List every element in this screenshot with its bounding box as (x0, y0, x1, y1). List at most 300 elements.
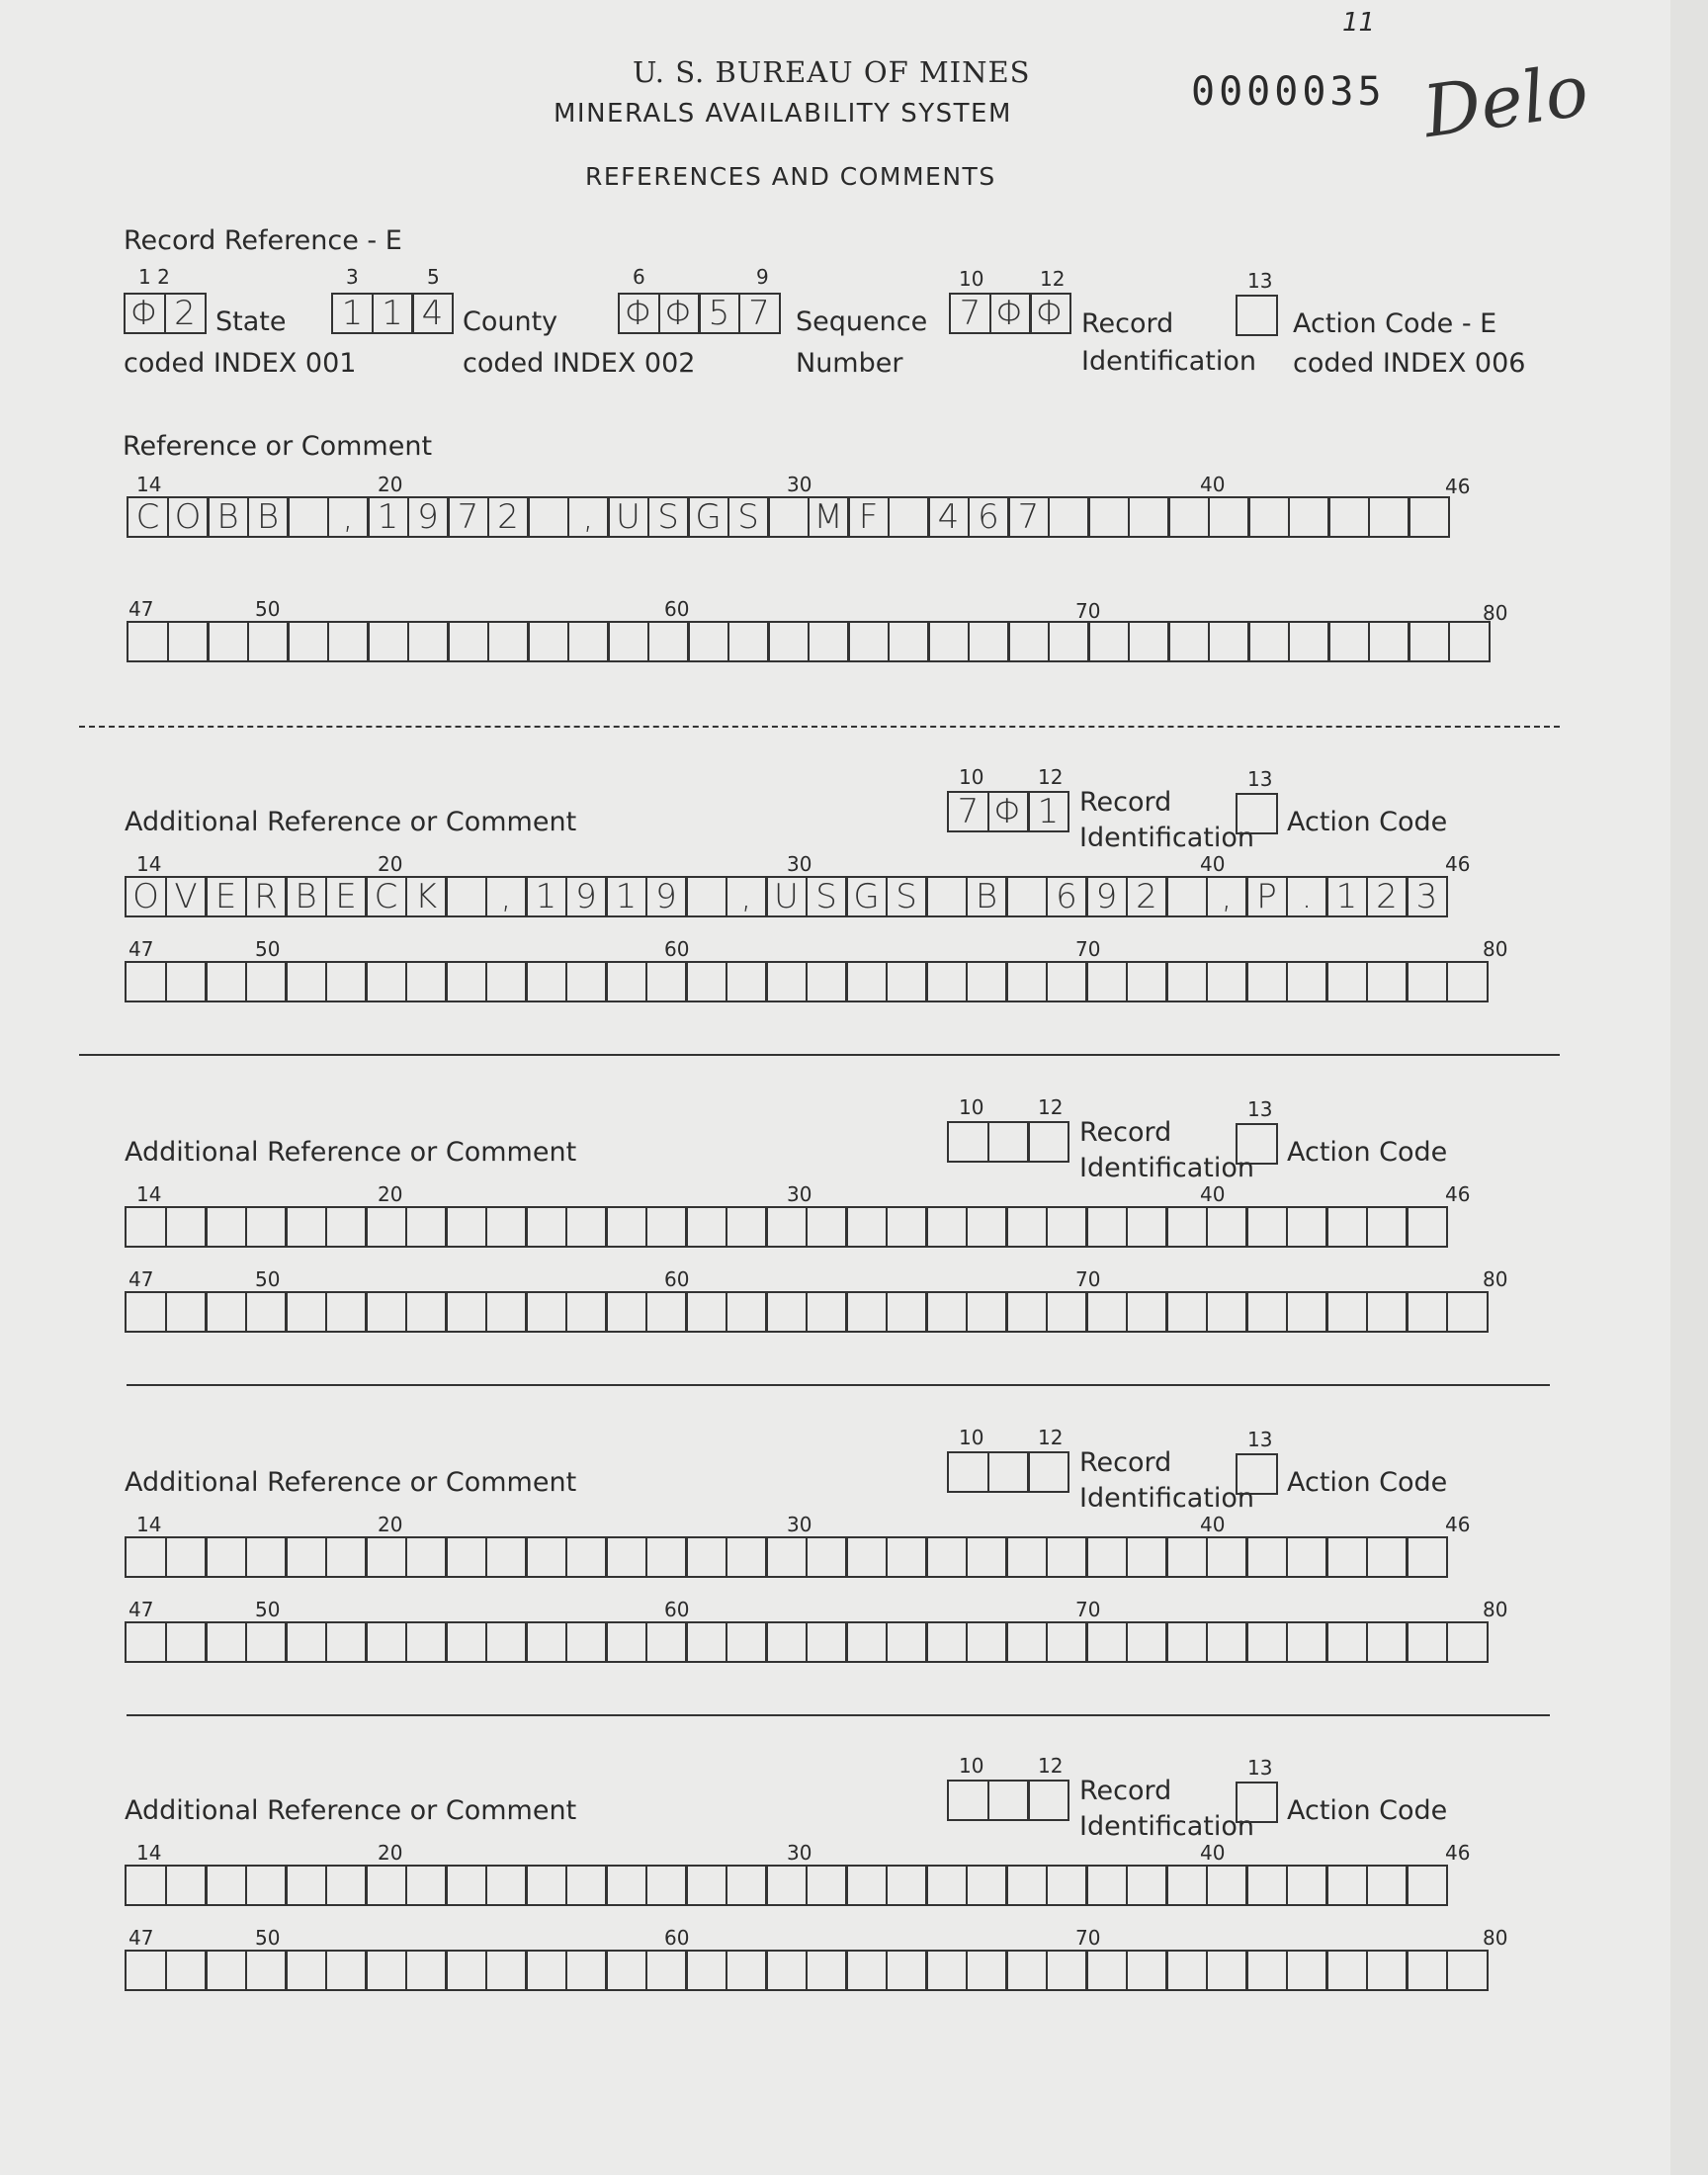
char-box[interactable] (685, 1950, 727, 1991)
char-box[interactable]: V (165, 876, 208, 917)
char-box[interactable]: Φ (658, 293, 701, 334)
char-box[interactable]: K (405, 876, 448, 917)
char-box[interactable]: 4 (411, 293, 454, 334)
char-box[interactable] (1005, 1621, 1048, 1663)
comment-line-2[interactable] (125, 961, 1489, 1002)
char-box[interactable] (1286, 1291, 1328, 1333)
char-box[interactable] (205, 1536, 247, 1578)
char-box[interactable] (1208, 621, 1250, 662)
char-box[interactable] (1126, 1621, 1168, 1663)
char-box[interactable] (1126, 1865, 1168, 1906)
char-box[interactable] (245, 1621, 288, 1663)
char-box[interactable]: Φ (124, 293, 166, 334)
action-code-box[interactable] (1236, 1123, 1278, 1165)
char-box[interactable] (365, 1621, 407, 1663)
char-box[interactable] (767, 496, 810, 538)
char-box[interactable] (966, 1291, 1008, 1333)
char-box[interactable] (1366, 1291, 1409, 1333)
char-box[interactable] (1288, 496, 1330, 538)
comment-line-1[interactable] (125, 1865, 1448, 1906)
char-box[interactable] (405, 1536, 448, 1578)
char-box[interactable] (806, 1950, 848, 1991)
char-box[interactable] (1085, 1291, 1128, 1333)
char-box[interactable] (886, 1950, 928, 1991)
char-box[interactable] (245, 1536, 288, 1578)
char-box[interactable] (987, 1451, 1030, 1493)
char-box[interactable] (445, 961, 487, 1002)
char-box[interactable] (1245, 1536, 1288, 1578)
char-box[interactable]: R (245, 876, 288, 917)
comment-line-1[interactable] (125, 1206, 1448, 1248)
char-box[interactable]: 1 (331, 293, 374, 334)
char-box[interactable] (1046, 1291, 1088, 1333)
reference-line-1[interactable] (127, 496, 1450, 538)
char-box[interactable] (1085, 1950, 1128, 1991)
char-box[interactable] (1126, 1206, 1168, 1248)
char-box[interactable] (125, 1621, 167, 1663)
char-box[interactable] (445, 1206, 487, 1248)
char-box[interactable] (1236, 793, 1278, 834)
char-box[interactable]: , (567, 496, 610, 538)
char-box[interactable] (287, 496, 329, 538)
char-box[interactable] (445, 1291, 487, 1333)
char-box[interactable] (445, 1865, 487, 1906)
char-box[interactable]: B (966, 876, 1008, 917)
char-box[interactable]: , (726, 876, 768, 917)
char-box[interactable] (806, 961, 848, 1002)
char-box[interactable]: , (1206, 876, 1248, 917)
char-box[interactable] (285, 961, 327, 1002)
char-box[interactable] (987, 1780, 1030, 1821)
char-box[interactable]: C (365, 876, 407, 917)
char-box[interactable] (1167, 496, 1210, 538)
char-box[interactable] (1286, 961, 1328, 1002)
char-box[interactable] (726, 1291, 768, 1333)
char-box[interactable] (645, 1536, 688, 1578)
char-box[interactable] (165, 1291, 208, 1333)
char-box[interactable]: 2 (164, 293, 207, 334)
char-box[interactable] (925, 1206, 968, 1248)
char-box[interactable] (685, 1536, 727, 1578)
char-box[interactable] (1206, 961, 1248, 1002)
char-box[interactable]: G (687, 496, 729, 538)
char-box[interactable] (947, 1451, 989, 1493)
char-box[interactable] (565, 961, 608, 1002)
char-box[interactable]: S (647, 496, 690, 538)
char-box[interactable] (125, 1291, 167, 1333)
char-box[interactable] (767, 621, 810, 662)
char-box[interactable] (527, 496, 569, 538)
char-box[interactable]: B (207, 496, 249, 538)
char-box[interactable] (205, 1621, 247, 1663)
comment-line-2[interactable] (125, 1291, 1489, 1333)
char-box[interactable] (845, 1206, 888, 1248)
char-box[interactable] (1325, 1291, 1368, 1333)
char-box[interactable] (285, 1950, 327, 1991)
char-box[interactable] (845, 1950, 888, 1991)
char-box[interactable] (605, 1206, 647, 1248)
char-box[interactable]: Φ (1029, 293, 1071, 334)
char-box[interactable] (1406, 1621, 1448, 1663)
char-box[interactable]: S (806, 876, 848, 917)
char-box[interactable] (447, 621, 489, 662)
char-box[interactable] (966, 1206, 1008, 1248)
char-box[interactable]: . (1286, 876, 1328, 917)
char-box[interactable] (685, 1291, 727, 1333)
char-box[interactable] (1406, 961, 1448, 1002)
char-box[interactable] (1085, 1536, 1128, 1578)
char-box[interactable] (1208, 496, 1250, 538)
char-box[interactable] (1206, 1865, 1248, 1906)
char-box[interactable] (605, 1621, 647, 1663)
char-box[interactable] (525, 961, 567, 1002)
char-box[interactable] (325, 1950, 368, 1991)
char-box[interactable]: 1 (1027, 791, 1069, 832)
char-box[interactable] (125, 1950, 167, 1991)
char-box[interactable] (285, 1291, 327, 1333)
char-box[interactable] (245, 961, 288, 1002)
char-box[interactable] (925, 1621, 968, 1663)
char-box[interactable] (1005, 1206, 1048, 1248)
char-box[interactable] (1165, 1536, 1208, 1578)
char-box[interactable] (485, 1950, 528, 1991)
char-box[interactable] (1005, 961, 1048, 1002)
char-box[interactable]: B (285, 876, 327, 917)
char-box[interactable] (125, 1536, 167, 1578)
comment-line-1[interactable] (125, 1536, 1448, 1578)
char-box[interactable] (645, 1865, 688, 1906)
action-code-box[interactable] (1236, 793, 1278, 834)
char-box[interactable] (165, 1950, 208, 1991)
char-box[interactable] (125, 1865, 167, 1906)
char-box[interactable] (1236, 1453, 1278, 1495)
char-box[interactable] (947, 1780, 989, 1821)
char-box[interactable] (1165, 1291, 1208, 1333)
char-box[interactable] (1245, 1950, 1288, 1991)
char-box[interactable] (527, 621, 569, 662)
char-box[interactable] (405, 1621, 448, 1663)
char-box[interactable] (1406, 1291, 1448, 1333)
char-box[interactable]: 2 (487, 496, 530, 538)
char-box[interactable] (1005, 1865, 1048, 1906)
char-box[interactable] (1247, 496, 1290, 538)
char-box[interactable] (165, 1206, 208, 1248)
char-box[interactable] (1446, 1621, 1489, 1663)
char-box[interactable] (1366, 1621, 1409, 1663)
char-box[interactable] (405, 1950, 448, 1991)
char-box[interactable] (485, 961, 528, 1002)
char-box[interactable] (245, 1291, 288, 1333)
char-box[interactable] (1286, 1206, 1328, 1248)
char-box[interactable] (727, 621, 770, 662)
char-box[interactable] (205, 961, 247, 1002)
char-box[interactable] (685, 1621, 727, 1663)
char-box[interactable] (565, 1291, 608, 1333)
char-box[interactable] (1046, 1950, 1088, 1991)
char-box[interactable] (645, 1291, 688, 1333)
char-box[interactable] (605, 1536, 647, 1578)
char-box[interactable] (806, 1621, 848, 1663)
char-box[interactable] (1327, 621, 1370, 662)
char-box[interactable] (325, 961, 368, 1002)
char-box[interactable] (245, 1865, 288, 1906)
char-box[interactable] (925, 1950, 968, 1991)
char-box[interactable] (165, 1536, 208, 1578)
county-code-boxes[interactable] (331, 293, 454, 334)
char-box[interactable]: 1 (1325, 876, 1368, 917)
char-box[interactable] (966, 1621, 1008, 1663)
char-box[interactable] (1126, 1291, 1168, 1333)
char-box[interactable]: C (127, 496, 169, 538)
char-box[interactable] (1046, 1536, 1088, 1578)
char-box[interactable] (1027, 1121, 1069, 1163)
char-box[interactable] (525, 1291, 567, 1333)
char-box[interactable] (1085, 1206, 1128, 1248)
char-box[interactable] (1245, 1206, 1288, 1248)
char-box[interactable] (525, 1206, 567, 1248)
char-box[interactable]: F (847, 496, 890, 538)
char-box[interactable]: P (1245, 876, 1288, 917)
char-box[interactable] (886, 1206, 928, 1248)
char-box[interactable]: Φ (989, 293, 1032, 334)
char-box[interactable] (886, 1621, 928, 1663)
char-box[interactable] (925, 1865, 968, 1906)
char-box[interactable]: 1 (367, 496, 409, 538)
char-box[interactable] (207, 621, 249, 662)
char-box[interactable] (1048, 621, 1090, 662)
char-box[interactable] (966, 1865, 1008, 1906)
char-box[interactable]: 9 (645, 876, 688, 917)
char-box[interactable]: 4 (927, 496, 970, 538)
char-box[interactable] (925, 961, 968, 1002)
char-box[interactable] (1206, 1291, 1248, 1333)
reference-line-2[interactable] (127, 621, 1491, 662)
char-box[interactable] (845, 1536, 888, 1578)
char-box[interactable] (888, 496, 930, 538)
char-box[interactable] (325, 1865, 368, 1906)
char-box[interactable]: U (607, 496, 649, 538)
char-box[interactable] (806, 1291, 848, 1333)
char-box[interactable] (525, 1865, 567, 1906)
char-box[interactable] (687, 621, 729, 662)
char-box[interactable] (565, 1865, 608, 1906)
char-box[interactable] (1247, 621, 1290, 662)
char-box[interactable] (405, 1291, 448, 1333)
char-box[interactable] (806, 1536, 848, 1578)
char-box[interactable] (1206, 1621, 1248, 1663)
char-box[interactable] (765, 1536, 808, 1578)
char-box[interactable] (1087, 496, 1130, 538)
char-box[interactable] (1126, 961, 1168, 1002)
char-box[interactable] (1085, 1865, 1128, 1906)
char-box[interactable] (1236, 1782, 1278, 1823)
char-box[interactable] (685, 1206, 727, 1248)
char-box[interactable] (1408, 496, 1450, 538)
char-box[interactable] (1446, 1291, 1489, 1333)
char-box[interactable] (445, 1621, 487, 1663)
char-box[interactable] (888, 621, 930, 662)
char-box[interactable] (1005, 876, 1048, 917)
char-box[interactable] (1027, 1780, 1069, 1821)
char-box[interactable] (886, 1865, 928, 1906)
char-box[interactable] (1206, 1536, 1248, 1578)
char-box[interactable] (845, 1291, 888, 1333)
char-box[interactable] (1448, 621, 1491, 662)
char-box[interactable] (567, 621, 610, 662)
char-box[interactable] (1126, 1950, 1168, 1991)
char-box[interactable] (1446, 1950, 1489, 1991)
char-box[interactable] (285, 1206, 327, 1248)
char-box[interactable] (365, 961, 407, 1002)
char-box[interactable] (765, 1621, 808, 1663)
char-box[interactable] (485, 1536, 528, 1578)
char-box[interactable] (287, 621, 329, 662)
char-box[interactable] (285, 1536, 327, 1578)
char-box[interactable] (645, 961, 688, 1002)
char-box[interactable] (1325, 1950, 1368, 1991)
char-box[interactable] (1325, 1206, 1368, 1248)
char-box[interactable] (925, 1536, 968, 1578)
char-box[interactable] (525, 1536, 567, 1578)
char-box[interactable] (1167, 621, 1210, 662)
char-box[interactable]: O (167, 496, 210, 538)
char-box[interactable] (125, 1206, 167, 1248)
char-box[interactable] (165, 1621, 208, 1663)
char-box[interactable]: E (325, 876, 368, 917)
char-box[interactable] (925, 876, 968, 917)
char-box[interactable] (726, 1206, 768, 1248)
char-box[interactable] (1325, 1865, 1368, 1906)
char-box[interactable] (1005, 1536, 1048, 1578)
char-box[interactable]: M (808, 496, 850, 538)
char-box[interactable] (167, 621, 210, 662)
char-box[interactable]: 9 (1085, 876, 1128, 917)
char-box[interactable] (1368, 621, 1410, 662)
char-box[interactable] (845, 1865, 888, 1906)
char-box[interactable] (487, 621, 530, 662)
char-box[interactable] (1165, 1621, 1208, 1663)
char-box[interactable]: 7 (447, 496, 489, 538)
char-box[interactable] (365, 1865, 407, 1906)
char-box[interactable] (886, 961, 928, 1002)
char-box[interactable]: 1 (525, 876, 567, 917)
char-box[interactable] (726, 1536, 768, 1578)
char-box[interactable]: S (886, 876, 928, 917)
char-box[interactable] (405, 961, 448, 1002)
char-box[interactable] (325, 1621, 368, 1663)
action-code-box[interactable] (1236, 1782, 1278, 1823)
char-box[interactable]: , (485, 876, 528, 917)
char-box[interactable] (205, 1950, 247, 1991)
char-box[interactable] (245, 1206, 288, 1248)
sequence-number-boxes[interactable] (618, 293, 781, 334)
char-box[interactable] (1327, 496, 1370, 538)
char-box[interactable] (1286, 1865, 1328, 1906)
char-box[interactable]: Φ (987, 791, 1030, 832)
char-box[interactable] (925, 1291, 968, 1333)
char-box[interactable] (1046, 961, 1088, 1002)
char-box[interactable] (1406, 1950, 1448, 1991)
char-box[interactable] (485, 1206, 528, 1248)
char-box[interactable] (1128, 496, 1170, 538)
comment-line-1[interactable] (125, 876, 1448, 917)
char-box[interactable] (205, 1291, 247, 1333)
char-box[interactable] (845, 1621, 888, 1663)
char-box[interactable] (1325, 961, 1368, 1002)
char-box[interactable]: 7 (947, 791, 989, 832)
char-box[interactable] (947, 1121, 989, 1163)
char-box[interactable]: 7 (1007, 496, 1050, 538)
char-box[interactable] (847, 621, 890, 662)
char-box[interactable] (1366, 961, 1409, 1002)
char-box[interactable] (525, 1950, 567, 1991)
record-id-boxes[interactable] (947, 1780, 1069, 1821)
char-box[interactable] (1366, 1536, 1409, 1578)
char-box[interactable] (165, 1865, 208, 1906)
record-id-boxes[interactable] (947, 1121, 1069, 1163)
char-box[interactable] (645, 1950, 688, 1991)
char-box[interactable] (726, 1865, 768, 1906)
char-box[interactable] (1245, 961, 1288, 1002)
char-box[interactable] (565, 1621, 608, 1663)
char-box[interactable]: , (327, 496, 370, 538)
char-box[interactable] (605, 1950, 647, 1991)
char-box[interactable] (1165, 961, 1208, 1002)
char-box[interactable] (1236, 295, 1278, 336)
char-box[interactable] (325, 1291, 368, 1333)
state-code-boxes[interactable] (124, 293, 207, 334)
char-box[interactable] (1085, 1621, 1128, 1663)
char-box[interactable] (1245, 1291, 1288, 1333)
char-box[interactable] (685, 876, 727, 917)
char-box[interactable] (1027, 1451, 1069, 1493)
char-box[interactable] (1408, 621, 1450, 662)
comment-line-2[interactable] (125, 1950, 1489, 1991)
char-box[interactable] (1046, 1206, 1088, 1248)
char-box[interactable] (1165, 876, 1208, 917)
char-box[interactable] (1236, 1123, 1278, 1165)
char-box[interactable] (245, 1950, 288, 1991)
char-box[interactable]: O (125, 876, 167, 917)
char-box[interactable]: 3 (1406, 876, 1448, 917)
char-box[interactable] (1446, 961, 1489, 1002)
char-box[interactable] (1048, 496, 1090, 538)
char-box[interactable]: S (727, 496, 770, 538)
char-box[interactable] (605, 961, 647, 1002)
char-box[interactable] (1406, 1865, 1448, 1906)
char-box[interactable] (205, 1865, 247, 1906)
char-box[interactable] (726, 1621, 768, 1663)
char-box[interactable] (1325, 1621, 1368, 1663)
char-box[interactable] (765, 1950, 808, 1991)
char-box[interactable] (285, 1621, 327, 1663)
char-box[interactable] (325, 1536, 368, 1578)
char-box[interactable] (806, 1206, 848, 1248)
char-box[interactable] (1206, 1206, 1248, 1248)
char-box[interactable]: U (765, 876, 808, 917)
char-box[interactable] (405, 1865, 448, 1906)
char-box[interactable] (726, 1950, 768, 1991)
char-box[interactable]: 1 (372, 293, 414, 334)
char-box[interactable] (647, 621, 690, 662)
char-box[interactable] (886, 1536, 928, 1578)
char-box[interactable] (966, 1950, 1008, 1991)
char-box[interactable] (685, 1865, 727, 1906)
char-box[interactable]: 7 (738, 293, 781, 334)
char-box[interactable] (565, 1536, 608, 1578)
char-box[interactable] (325, 1206, 368, 1248)
char-box[interactable] (987, 1121, 1030, 1163)
